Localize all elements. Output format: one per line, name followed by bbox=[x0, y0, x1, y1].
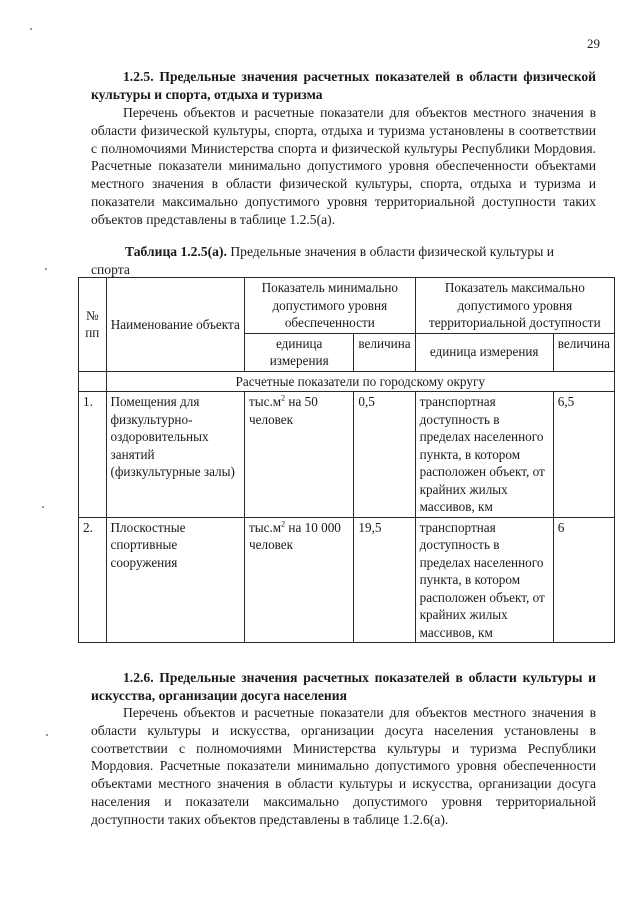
section-row-empty-cell bbox=[79, 371, 107, 392]
page-number: 29 bbox=[587, 36, 600, 51]
row-max-value: 6,5 bbox=[553, 392, 614, 518]
table-caption-text: Предельные значения в области физической культуры и спорта bbox=[91, 244, 555, 277]
section-heading-1-2-6: 1.2.6. Предельные значения расчетных показателей в области культуры и искусства, организации досуга населения bbox=[91, 670, 596, 703]
table-header-row bbox=[79, 278, 615, 334]
section-paragraph-1-2-6: Перечень объектов и расчетные показатели для объектов местного значения в области культуры и искусства, организации досуга населения установлены в соответствии с полномочиями Министерства культуры и туризма Республики Мордовия. Расчетные показатели минимально допустимого уровня обеспеченности объектами местного значения в области культуры и искусства, организации досуга населения и показатели максимально допустимого уровня территориальной доступности таких объектов представлены в таблице 1.2.6(а). bbox=[91, 705, 596, 827]
header-min-group: Показатель минимально допустимого уровня обеспеченности bbox=[245, 278, 416, 334]
row-max-unit: транспортная доступность в пределах населенного пункта, в котором расположен объект, от крайних жилых массивов, км bbox=[415, 517, 553, 643]
header-unit: единица измерения bbox=[245, 333, 354, 371]
row-min-value: 0,5 bbox=[354, 392, 415, 518]
header-value: величина bbox=[354, 333, 415, 371]
row-num: 2. bbox=[79, 517, 107, 643]
scan-speck bbox=[45, 268, 47, 270]
header-name: Наименование объекта bbox=[106, 278, 245, 372]
header-value-2: величина bbox=[553, 333, 614, 371]
section-row-label: Расчетные показатели по городскому округу bbox=[106, 371, 615, 392]
row-min-unit: $тыс.м^2$ на 10 000 человек bbox=[245, 517, 354, 643]
standards-table bbox=[78, 277, 615, 643]
row-name: Помещения для физкультурно-оздоровительных занятий (физкультурные залы) bbox=[106, 392, 245, 518]
section-paragraph-1-2-5: Перечень объектов и расчетные показатели для объектов местного значения в области физической культуры, спорта, отдыха и туризма установлены в соответствии с полномочиями Министерства спорта и физической культуры Республики Мордовия. Расчетные показатели минимально допустимого уровня обеспеченности объектами местного значения в области физической культуры, спорта, отдыха и туризма и показатели максимально допустимого уровня территориальной доступности таких объектов представлены в таблице 1.2.5(а). bbox=[91, 105, 596, 227]
table-row bbox=[79, 392, 615, 518]
row-name: Плоскостные спортивные сооружения bbox=[106, 517, 245, 643]
header-num: № пп bbox=[79, 278, 107, 372]
row-max-unit: транспортная доступность в пределах населенного пункта, в котором расположен объект, от крайних жилых массивов, км bbox=[415, 392, 553, 518]
header-unit-2: единица измерения bbox=[415, 333, 553, 371]
scan-speck bbox=[42, 506, 44, 508]
row-min-value: 19,5 bbox=[354, 517, 415, 643]
row-min-unit: $тыс.м^2$ на 50 человек bbox=[245, 392, 354, 518]
row-max-value: 6 bbox=[553, 517, 614, 643]
table-section-row bbox=[79, 371, 615, 392]
table-caption-label: Таблица 1.2.5(а). bbox=[125, 244, 227, 259]
section-heading-1-2-5: 1.2.5. Предельные значения расчетных показателей в области физической культуры и спорта, отдыха и туризма bbox=[91, 69, 596, 102]
table-caption bbox=[91, 243, 596, 279]
table-row bbox=[79, 517, 615, 643]
row-num: 1. bbox=[79, 392, 107, 518]
scan-speck bbox=[46, 734, 48, 736]
scan-speck bbox=[30, 28, 32, 30]
header-max-group: Показатель максимально допустимого уровня территориальной доступности bbox=[415, 278, 614, 334]
